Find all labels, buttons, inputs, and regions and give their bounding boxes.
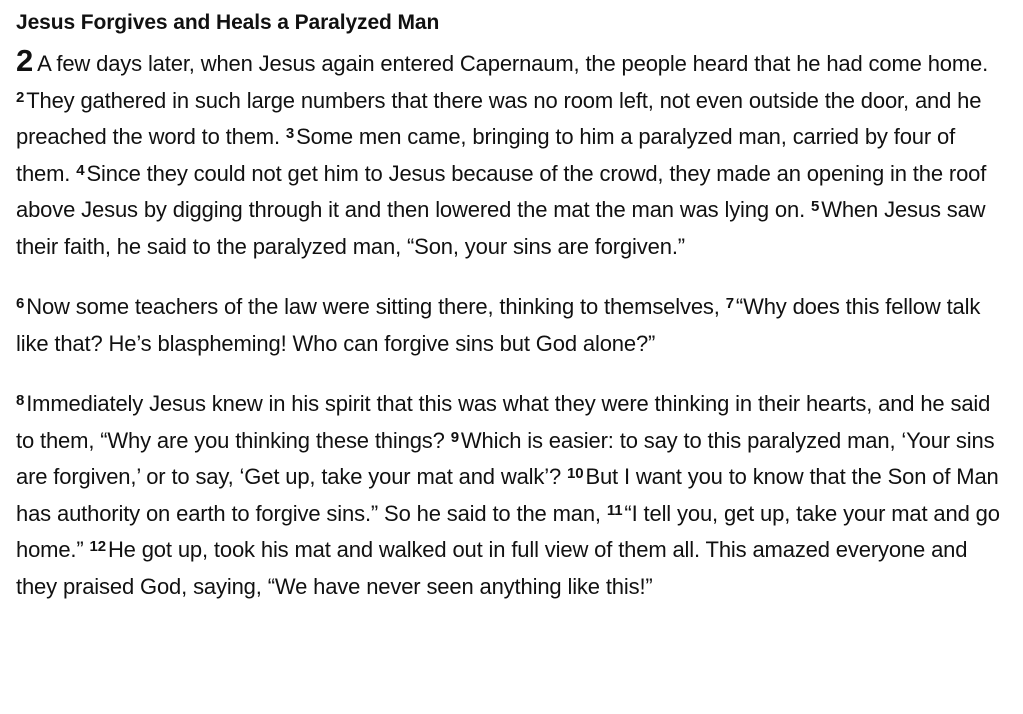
verse-number: 10 <box>567 465 584 482</box>
verse-number: 2 <box>16 88 25 106</box>
section-heading: Jesus Forgives and Heals a Paralyzed Man <box>16 11 440 34</box>
paragraph <box>16 386 1007 605</box>
verse-text: Some men came, bringing to him a paralyzed man, carried by four of them. <box>16 124 956 186</box>
verse-text: Which is easier: to say to this paralyzed man, ‘Your sins are forgiven,’ or to say, ‘Get up, take your mat and walk’? <box>16 427 995 489</box>
verse-text: Now some teachers of the law were sitting there, thinking to themselves, <box>26 294 726 319</box>
verse-number: 11 <box>606 501 623 519</box>
verse-text: “I tell you, get up, take your mat and go home.” <box>16 500 1000 562</box>
verse-text: A few days later, when Jesus again entered Capernaum, the people heard that he had come home. <box>37 51 989 76</box>
verse-text: When Jesus saw their faith, he said to the paralyzed man, “Son, your sins are forgiven.” <box>16 197 986 259</box>
verse-number: 5 <box>811 198 820 215</box>
verse-text: He got up, took his mat and walked out in full view of them all. This amazed everyone and they praised God, saying, “We have never seen anything like this!” <box>16 537 968 599</box>
verse-number: 6 <box>16 295 25 312</box>
paragraph <box>16 43 1007 265</box>
verse-number: 9 <box>450 428 459 446</box>
verse-text: They gathered in such large numbers that there was no room left, not even outside the door, and he preached the word to them. <box>16 87 982 149</box>
verse-number: 8 <box>16 392 25 409</box>
verse-text: Since they could not get him to Jesus because of the crowd, they made an opening in the roof above Jesus by digging through it and then lowered the mat the man was lying on. <box>16 160 987 222</box>
verse-number: 7 <box>725 295 734 312</box>
verse-number: 12 <box>89 538 106 555</box>
verse-text: Immediately Jesus knew in his spirit that this was what they were thinking in their hearts, and he said to them, “Why are you thinking these things? <box>16 391 991 453</box>
passage-body <box>16 43 1007 605</box>
verse-text: “Why does this fellow talk like that? He’s blaspheming! Who can forgive sins but God alone?” <box>16 294 981 356</box>
verse-number: 4 <box>76 161 85 179</box>
verse-number: 3 <box>285 125 295 142</box>
paragraph <box>16 289 1007 362</box>
chapter-number: 2 <box>16 43 34 78</box>
verse-text: But I want you to know that the Son of Man has authority on earth to forgive sins.” So he said to the man, <box>16 464 999 526</box>
